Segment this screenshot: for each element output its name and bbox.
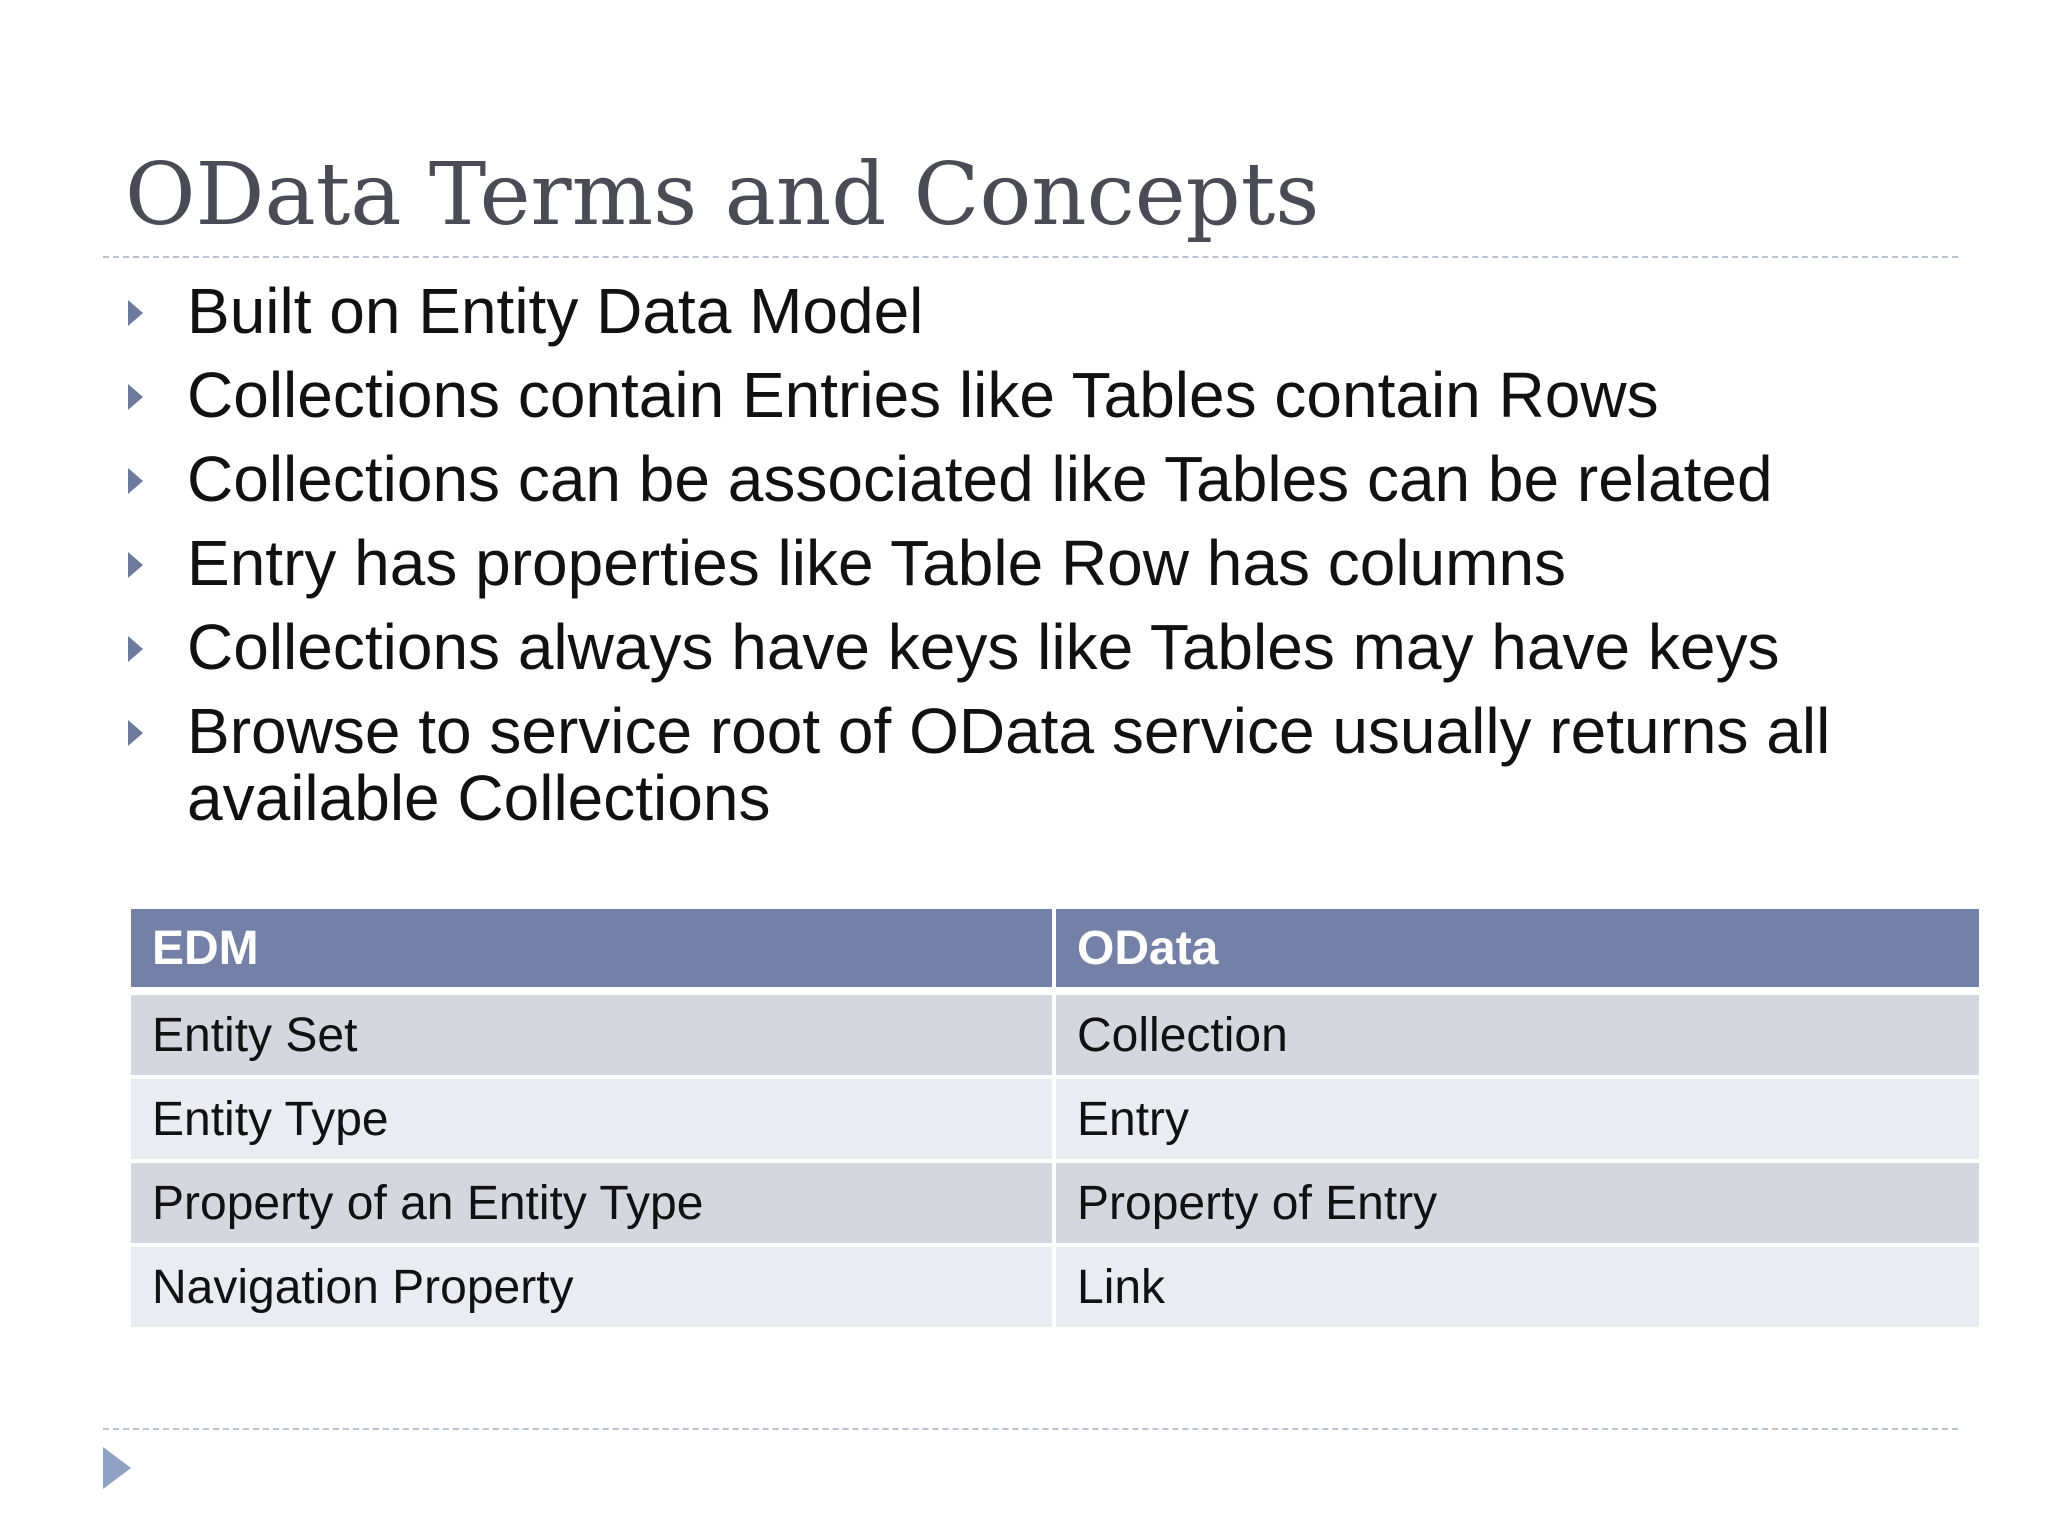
triangle-right-icon (128, 300, 143, 326)
title-divider (103, 256, 1958, 258)
footer-divider (103, 1428, 1958, 1430)
triangle-right-icon (128, 636, 143, 662)
table-row (131, 1077, 1979, 1161)
bullet-text: Entry has properties like Table Row has columns (187, 527, 1567, 599)
table-header-row (131, 909, 1979, 991)
bullet-text: Collections always have keys like Tables may have keys (187, 611, 1780, 683)
bullet-text: Collections can be associated like Tables can be related (187, 443, 1773, 515)
column-header-edm: EDM (131, 909, 1054, 991)
bullet-list (125, 275, 1945, 849)
bullet-item (125, 611, 1945, 683)
table-cell-odata: Collection (1054, 991, 1979, 1077)
table-row (131, 991, 1979, 1077)
bullet-item (125, 359, 1945, 431)
table-cell-odata: Link (1054, 1245, 1979, 1327)
edm-odata-mapping-table (131, 909, 1979, 1327)
table-cell-edm: Property of an Entity Type (131, 1161, 1054, 1245)
table-row (131, 1245, 1979, 1327)
bullet-text: Browse to service root of OData service usually returns all available Collections (187, 695, 1831, 834)
triangle-right-icon (128, 552, 143, 578)
bullet-item (125, 527, 1945, 599)
bullet-item (125, 443, 1945, 515)
triangle-right-icon (128, 720, 143, 746)
bullet-item (125, 275, 1945, 347)
bullet-text: Collections contain Entries like Tables contain Rows (187, 359, 1659, 431)
table-cell-edm: Navigation Property (131, 1245, 1054, 1327)
table-cell-odata: Property of Entry (1054, 1161, 1979, 1245)
table-cell-odata: Entry (1054, 1077, 1979, 1161)
triangle-right-icon (128, 384, 143, 410)
slide-title: OData Terms and Concepts (125, 145, 1320, 245)
column-header-odata: OData (1054, 909, 1979, 991)
bullet-item (125, 695, 1945, 834)
table-row (131, 1161, 1979, 1245)
bullet-text: Built on Entity Data Model (187, 275, 924, 347)
table-cell-edm: Entity Type (131, 1077, 1054, 1161)
next-slide-arrow-icon[interactable] (103, 1447, 131, 1489)
table-cell-edm: Entity Set (131, 991, 1054, 1077)
triangle-right-icon (128, 468, 143, 494)
